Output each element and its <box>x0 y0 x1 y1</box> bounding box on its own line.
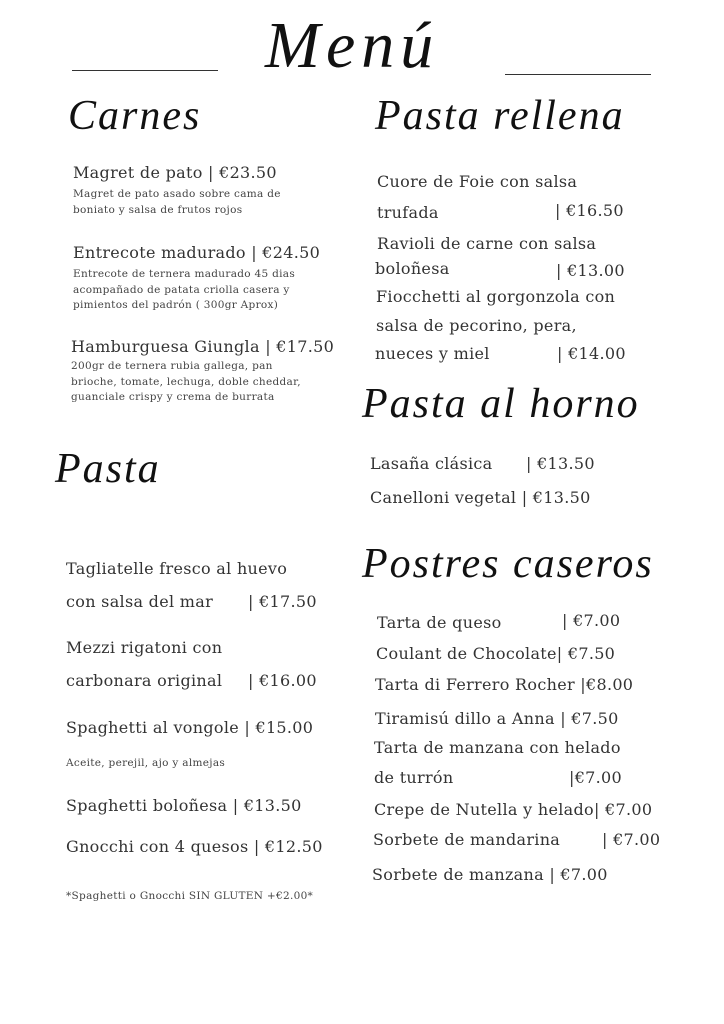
menu-item: Sorbete de mandarina <box>373 830 561 849</box>
menu-item: Fiocchetti al gorgonzola con <box>376 287 616 306</box>
item-price: | €16.50 <box>555 201 624 220</box>
description-line: pimientos del padrón ( 300gr Aprox) <box>73 299 279 311</box>
menu-item: de turrón <box>374 768 454 787</box>
menu-item: Tarta di Ferrero Rocher |€8.00 <box>375 675 634 694</box>
item-price: | €14.00 <box>557 344 626 363</box>
item-price: | €7.00 <box>562 611 621 630</box>
menu-item: carbonara original <box>66 671 223 690</box>
menu-item: Canelloni vegetal | €13.50 <box>370 488 591 507</box>
item-description <box>73 267 295 314</box>
menu-item: Lasaña clásica <box>370 454 493 473</box>
section-heading-pasta-rellena: Pasta rellena <box>375 93 625 139</box>
menu-item: Crepe de Nutella y helado| €7.00 <box>374 800 653 819</box>
menu-item: Spaghetti boloñesa | €13.50 <box>66 796 302 815</box>
section-heading-pasta: Pasta <box>55 446 161 492</box>
menu-item: Tarta de queso <box>377 613 502 632</box>
item-description <box>73 187 281 218</box>
menu-title: Menú <box>265 9 440 82</box>
title-rule-left <box>72 70 218 71</box>
menu-item: salsa de pecorino, pera, <box>376 316 577 335</box>
item-price: | €13.00 <box>556 261 625 280</box>
menu-item: Hamburguesa Giungla | €17.50 <box>71 337 335 356</box>
section-heading-carnes: Carnes <box>68 93 202 139</box>
menu-item: trufada <box>377 203 439 222</box>
menu-item: Spaghetti al vongole | €15.00 <box>66 718 314 737</box>
description-line: Entrecote de ternera madurado 45 dias <box>73 268 296 280</box>
menu-item: Mezzi rigatoni con <box>66 638 223 657</box>
menu-item: Cuore de Foie con salsa <box>377 172 578 191</box>
description-line: acompañado de patata criolla casera y <box>73 283 290 296</box>
item-price: | €7.00 <box>602 830 661 849</box>
menu-item: Sorbete de manzana | €7.00 <box>372 865 608 884</box>
item-price: | €17.50 <box>248 592 317 611</box>
section-heading-pasta-al-horno: Pasta al horno <box>362 381 640 427</box>
menu-item: Ravioli de carne con salsa <box>377 234 597 253</box>
menu-item: Entrecote madurado | €24.50 <box>73 243 321 262</box>
item-price: | €16.00 <box>248 671 317 690</box>
menu-item: Magret de pato | €23.50 <box>73 163 277 182</box>
menu-item: nueces y miel <box>375 344 490 363</box>
description-line: 200gr de ternera rubia gallega, pan <box>71 360 273 372</box>
menu-item: Gnocchi con 4 quesos | €12.50 <box>66 837 323 856</box>
menu-item: Coulant de Chocolate| €7.50 <box>376 644 616 663</box>
gluten-note: *Spaghetti o Gnocchi SIN GLUTEN +€2.00* <box>66 890 314 902</box>
menu-item: Tiramisú dillo a Anna | €7.50 <box>375 709 619 728</box>
description-line: Magret de pato asado sobre cama de <box>73 188 281 200</box>
menu-item: Tarta de manzana con helado <box>374 738 621 757</box>
item-price: | €13.50 <box>526 454 595 473</box>
description-line: guanciale crispy y crema de burrata <box>71 391 275 403</box>
menu-item: boloñesa <box>375 259 450 278</box>
description-line: brioche, tomate, lechuga, doble cheddar, <box>71 375 301 388</box>
menu-item: con salsa del mar <box>66 592 214 611</box>
item-description: Aceite, perejil, ajo y almejas <box>66 757 226 769</box>
section-heading-postres: Postres caseros <box>362 541 654 587</box>
description-line: boniato y salsa de frutos rojos <box>73 203 243 216</box>
item-price: |€7.00 <box>569 768 622 787</box>
menu-item: Tagliatelle fresco al huevo <box>66 559 288 578</box>
item-description <box>71 359 301 406</box>
title-rule-right <box>505 74 651 75</box>
